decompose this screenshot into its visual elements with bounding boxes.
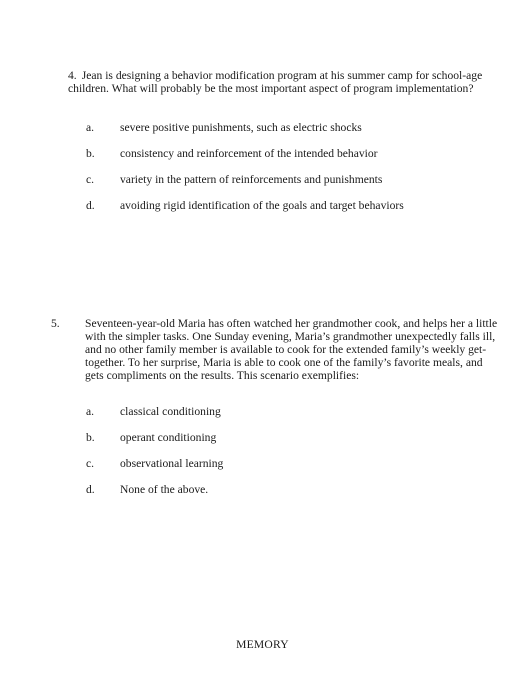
choice-text: severe positive punishments, such as electric shocks — [120, 121, 362, 134]
choice-text: classical conditioning — [120, 405, 221, 418]
question-5-stem: Seventeen-year-old Maria has often watched her grandmother cook, and helps her a little with the simpler tasks. One Sunday evening, Maria’s grandmother unexpectedly falls ill, and no other family member is available to cook for the extended family’s weekly get-together. To her surprise, Maria is able to cook one of the family’s favorite meals, and gets compliments on the results. This scenario exemplifies: — [85, 317, 498, 382]
choice-letter: b. — [86, 147, 95, 160]
choice-text: avoiding rigid identification of the goals and target behaviors — [120, 199, 404, 212]
question-5-number: 5. — [51, 317, 60, 330]
choice-text: operant conditioning — [120, 431, 217, 444]
choice-text: consistency and reinforcement of the intended behavior — [120, 147, 378, 160]
choice-text: variety in the pattern of reinforcements and punishments — [120, 173, 383, 186]
page-footer: MEMORY — [236, 638, 289, 651]
choice-letter: d. — [86, 199, 95, 212]
choice-letter: a. — [86, 405, 95, 418]
choice-letter: c. — [86, 457, 95, 470]
question-4-number: 4. — [68, 69, 77, 82]
choice-letter: d. — [86, 483, 95, 496]
choice-letter: c. — [86, 173, 95, 186]
question-4-stem — [68, 69, 500, 95]
choice-letter: b. — [86, 431, 95, 444]
choice-text: observational learning — [120, 457, 224, 470]
question-4-text: Jean is designing a behavior modification program at his summer camp for school-age children. What will probably be the most important aspect of program implementation? — [68, 69, 483, 95]
choice-letter: a. — [86, 121, 95, 134]
choice-text: None of the above. — [120, 483, 209, 496]
